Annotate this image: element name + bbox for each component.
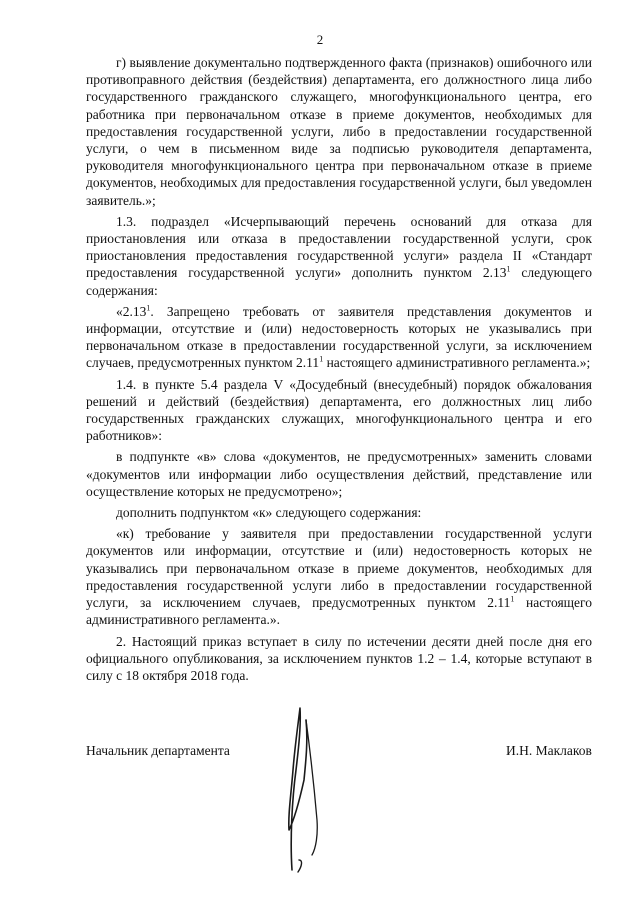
paragraph-add-subitem-k: дополнить подпунктом «к» следующего содержания: <box>116 505 422 521</box>
paragraph-2-effective: 2. Настоящий приказ вступает в силу по истечении десяти дней после дня его официального опубликования, за исключением пунктов 1.2 – 1.4, которые вступают в силу с 18 октября 2018 года. <box>86 633 592 683</box>
handwritten-signature <box>262 690 342 890</box>
page-number: 2 <box>316 32 324 47</box>
paragraph-item-g: г) выявление документально подтвержденного факта (признаков) ошибочного или противоправного действия (бездействия) департамента, его должностного лица либо государственного гражданского служащего, многофункционального центра, его работника при первоначальном отказе в приеме документов, необходимых для предоставления государственной услуги, либо в предоставлении государственной услуги, о чем в письменном виде за подписью руководителя департамента, руководителя многофункционального центра при первоначальном отказе в приеме документов, необходимых для предоставления государственной услуги, был уведомлен заявитель.»; <box>86 55 592 208</box>
paragraph-subitem-v: в подпункте «в» слова «документов, не предусмотренных» заменить словами «документов или информации либо осуществления действий, представление или осуществление которых не предусмотрено»; <box>86 449 592 499</box>
paragraph-1-4: 1.4. в пункте 5.4 раздела V «Досудебный (внесудебный) порядок обжалования решений и действий (бездействия) департамента, его должностных лиц либо государственных гражданских служащих, многофункционального центра и его работников»: <box>86 376 592 444</box>
paragraph-subitem-k: «к) требование у заявителя при предоставлении государственной услуги документов или информации, отсутствие и (или) недостоверность которых не указывались при первоначальном отказе в приеме документов, необходимых для предоставления государственной услуги либо в предоставлении государственной услуги, за исключением случаев, предусмотренных пунктом 2.11$^1$ настоящего административного регламента.». <box>86 526 592 628</box>
document-body <box>86 54 592 684</box>
paragraph-1-3: 1.3. подраздел «Исчерпывающий перечень оснований для отказа для приостановления или отказа в предоставлении государственной услуги, срок приостановления предоставления государственной услуги» раздела II «Стандарт предоставления государственной услуги» дополнить пунктом 2.13$^1$ следующего содержания: <box>86 213 592 298</box>
signatory-position: Начальник департамента <box>86 743 230 758</box>
paragraph-2-13-1: «2.13$^1$. Запрещено требовать от заявителя представления документов и информации, отсутствие и (или) недостоверность которых не указывались при первоначальном отказе в предоставлении государственной услуги, за исключением случаев, предусмотренных пунктом 2.11$^1$ настоящего административного регламента.»; <box>86 303 592 371</box>
signatory-name: И.Н. Маклаков <box>506 743 592 758</box>
